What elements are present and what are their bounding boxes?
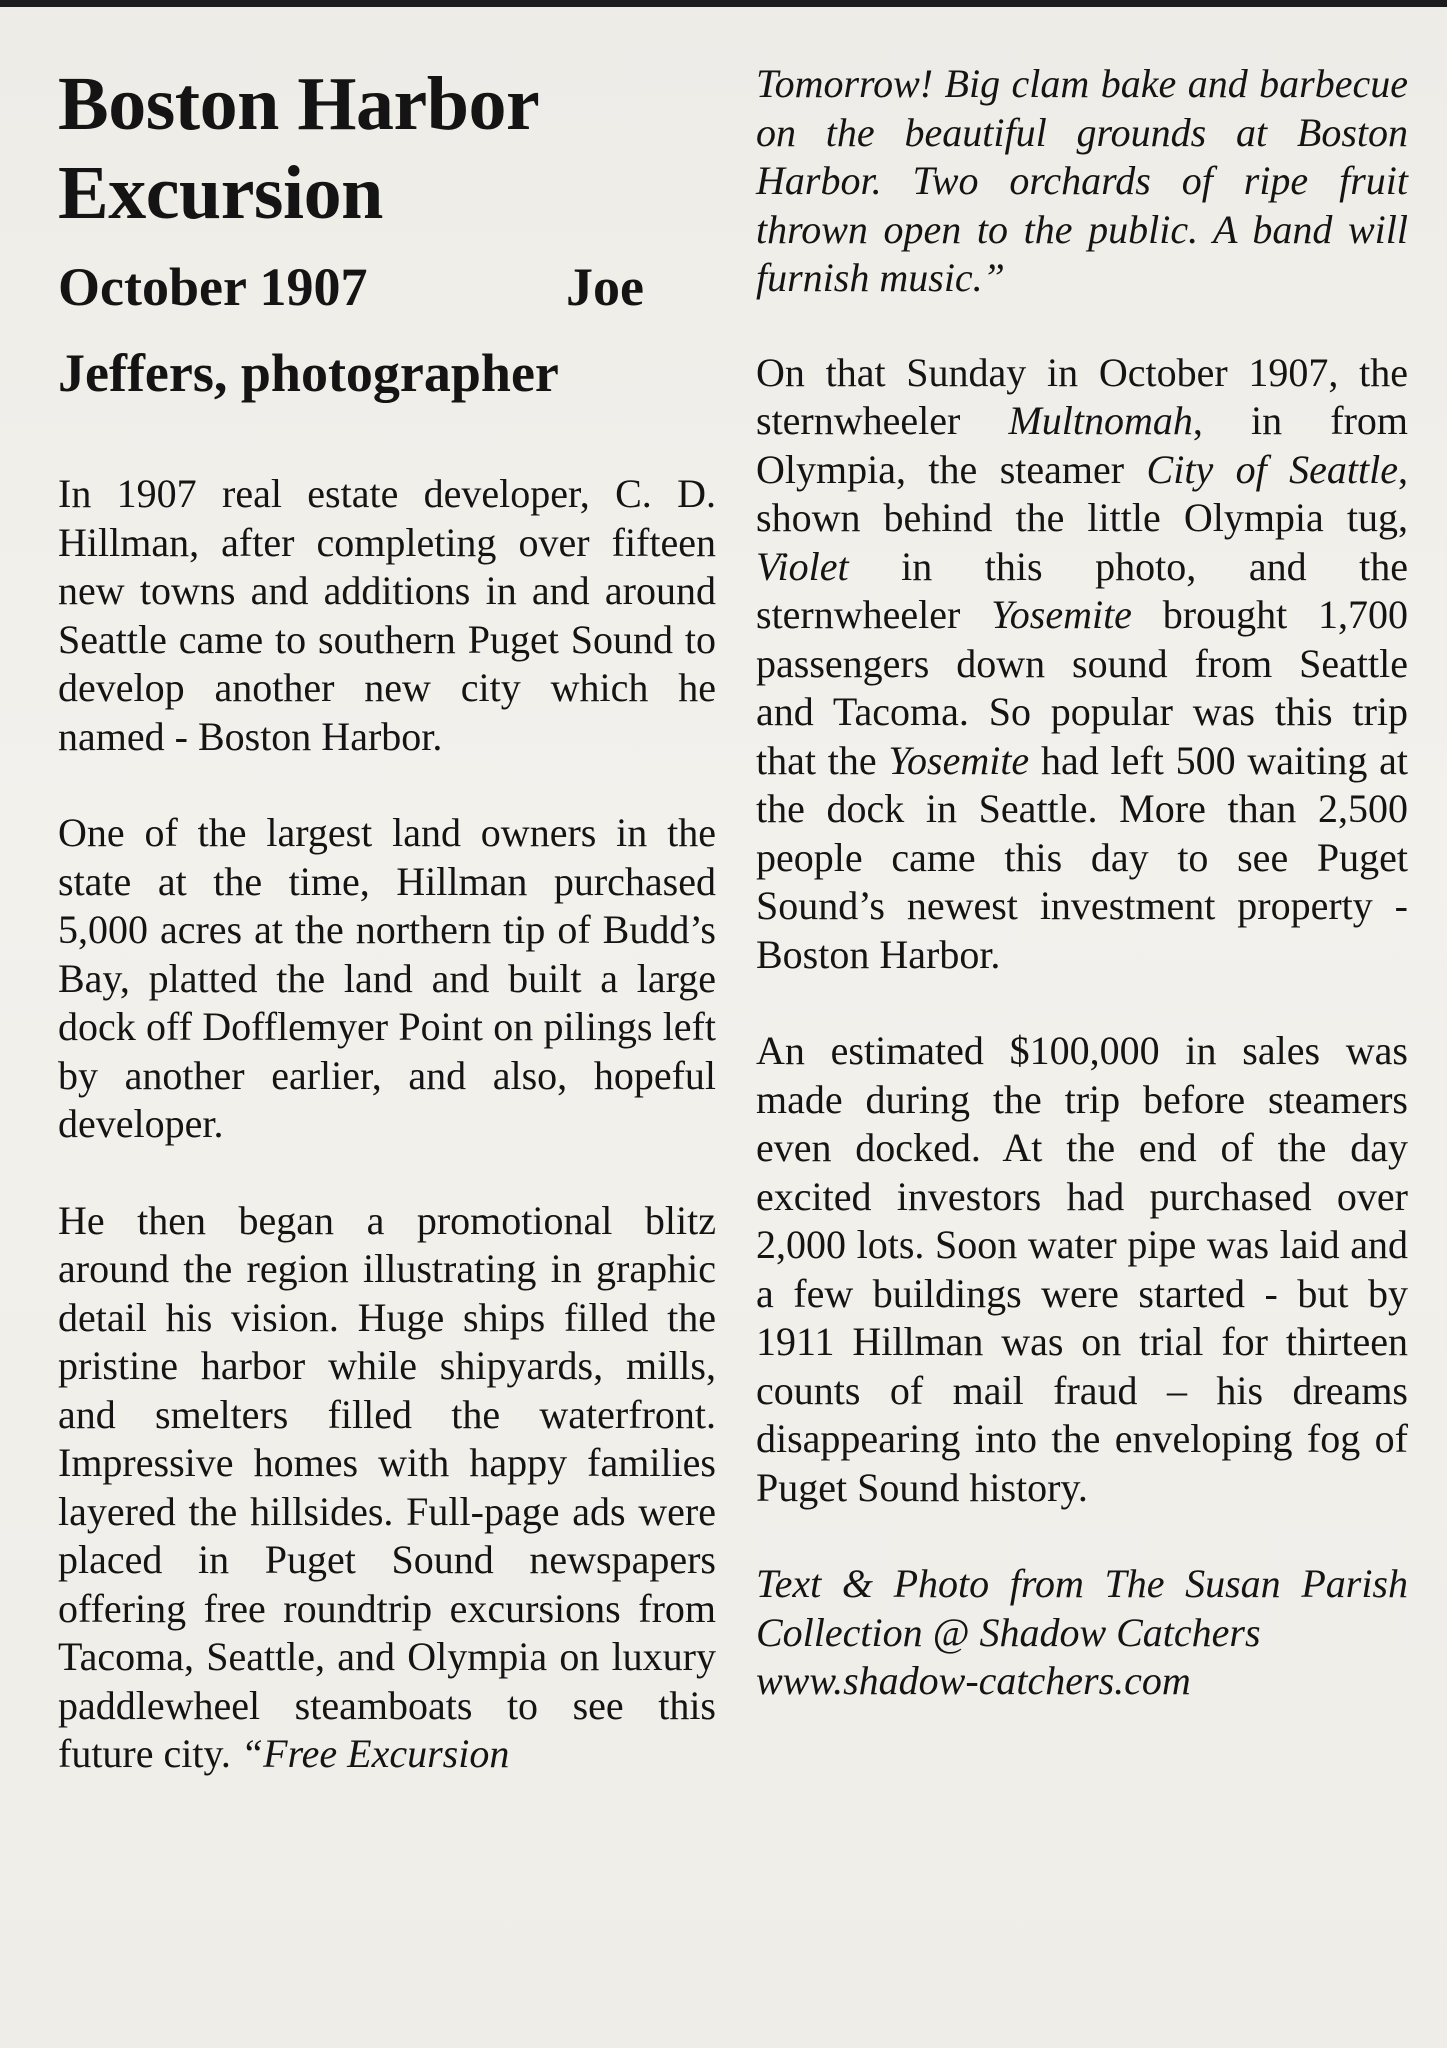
p4-text-2: , in from Olympia, the steamer: [756, 398, 1409, 492]
p4-text-5: brought 1,700 passengers down sound from Seattle and Tacoma. So popular was this trip that the: [756, 592, 1409, 783]
ship-yosemite-2: Yosemite: [888, 737, 1030, 783]
paragraph-5: An estimated $100,000 in sales was made during the trip before steamers even docked. At the end of the day excited investors had purchased over 2,000 lots. Soon water pipe was laid and a few buildings were started - but by 1911 Hillman was on trial for thirteen counts of mail fraud – his dreams disappearing into the enveloping fog of Puget Sound history.: [756, 1028, 1408, 1510]
headline-line-1: Boston Harbor: [58, 62, 540, 146]
top-border: [0, 0, 1447, 7]
subheadline-date: October 1907: [58, 257, 368, 317]
quote-start: “Free Excursion: [240, 1731, 510, 1776]
subheadline-photographer: Jeffers, photographer: [58, 343, 559, 403]
headline: [58, 60, 716, 238]
p4-text-1: On that Sunday in October 1907, the sternwheeler: [756, 349, 1408, 443]
p4-text-4: in this photo, and the sternwheeler: [756, 543, 1409, 637]
ship-city-of-seattle: City of Seattle: [1146, 446, 1399, 492]
left-column: [58, 60, 716, 1779]
right-column: [756, 60, 1408, 1706]
tug-violet: Violet: [756, 543, 849, 589]
paragraph-3-text: He then began a promotional blitz around the region illustrating in graphic detail his vision. Huge ships filled the pristine harbor while shipyards, mills, and smelters filled the waterfront. Impressive homes with happy families layered the hillsides. Full-page ads were placed in Puget Sound newspapers offering free roundtrip excursions from Tacoma, Seattle, and Olympia on luxury paddlewheel steamboats to see this future city.: [58, 1197, 716, 1776]
subheadline-joe: Joe: [566, 257, 644, 317]
photo-credit: Text & Photo from The Susan Parish Collection @ Shadow Catchers: [756, 1561, 1408, 1655]
paragraph-2: One of the largest land owners in the state at the time, Hillman purchased 5,000 acres at the northern tip of Budd’s Bay, platted the land and built a large dock off Dofflemyer Point on pilings left by another earlier, and also, hopeful developer.: [58, 810, 716, 1146]
paragraph-3: [58, 1197, 716, 1779]
quote-continuation: Tomorrow! Big clam bake and barbecue on the beautiful grounds at Boston Harbor. Two orchards of ripe fruit thrown open to the public. A band will furnish music.”: [756, 61, 1408, 300]
ship-multnomah: Multnomah: [1008, 398, 1193, 443]
subheadline: [58, 244, 716, 416]
paragraph-1: In 1907 real estate developer, C. D. Hillman, after completing over fifteen new towns and additions in and around Seattle came to southern Puget Sound to develop another new city which he named - Boston Harbor.: [58, 471, 716, 759]
ship-yosemite: Yosemite: [991, 592, 1132, 637]
headline-line-2: Excursion: [58, 151, 383, 235]
p4-text-6: had left 500 waiting at the dock in Seattle. More than 2,500 people came this day to see Puget Sound’s newest investment property - Boston Harbor.: [756, 737, 1408, 977]
paragraph-4: [756, 349, 1408, 980]
website-url[interactable]: www.shadow-catchers.com: [756, 1658, 1191, 1703]
p4-text-3: , shown behind the little Olympia tug,: [756, 446, 1409, 540]
